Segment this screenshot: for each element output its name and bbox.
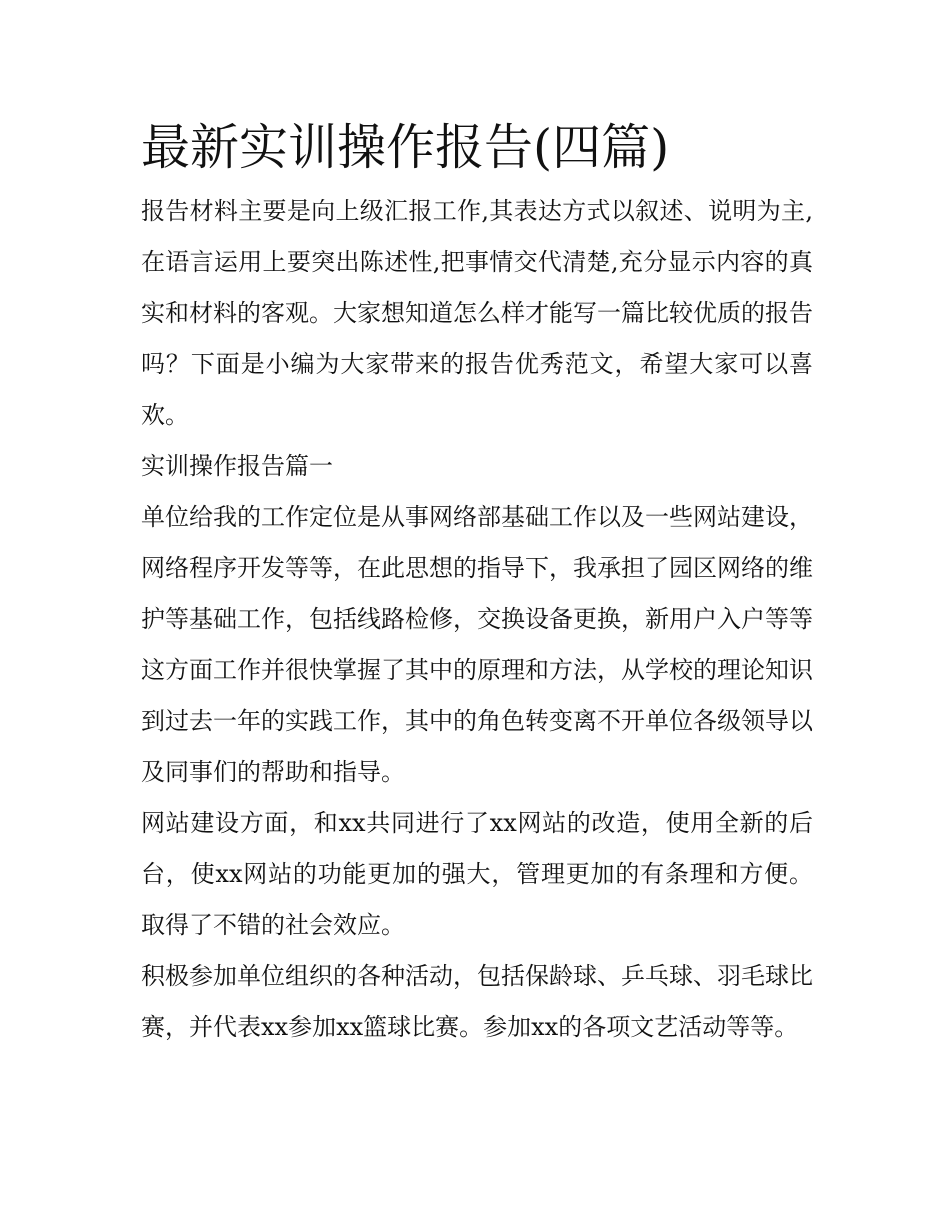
body-paragraph: 网站建设方面，和xx共同进行了xx网站的改造，使用全新的后台，使xx网站的功能更加的强大，管理更加的有条理和方便。取得了不错的社会效应。 (141, 809, 813, 939)
body-paragraph: 单位给我的工作定位是从事网络部基础工作以及一些网站建设，网络程序开发等等，在此思想的指导下，我承担了园区网络的维护等基础工作，包括线路检修，交换设备更换，新用户入户等等这方面工作并很快掌握了其中的原理和方法，从学校的理论知识到过去一年的实践工作，其中的角色转变离不开单位各级领导以及同事们的帮助和指导。 (141, 503, 813, 786)
intro-paragraph: 报告材料主要是向上级汇报工作,其表达方式以叙述、说明为主,在语言运用上要突出陈述性,把事情交代清楚,充分显示内容的真实和材料的客观。大家想知道怎么样才能写一篇比较优质的报告吗？下面是小编为大家带来的报告优秀范文，希望大家可以喜欢。 (141, 197, 813, 429)
document-title: 最新实训操作报告(四篇) (141, 119, 670, 176)
section-heading: 实训操作报告篇一 (141, 452, 333, 480)
body-paragraph: 积极参加单位组织的各种活动，包括保龄球、乒乓球、羽毛球比赛，并代表xx参加xx篮球比赛。参加xx的各项文艺活动等等。 (141, 962, 813, 1041)
document-page (141, 112, 813, 1053)
